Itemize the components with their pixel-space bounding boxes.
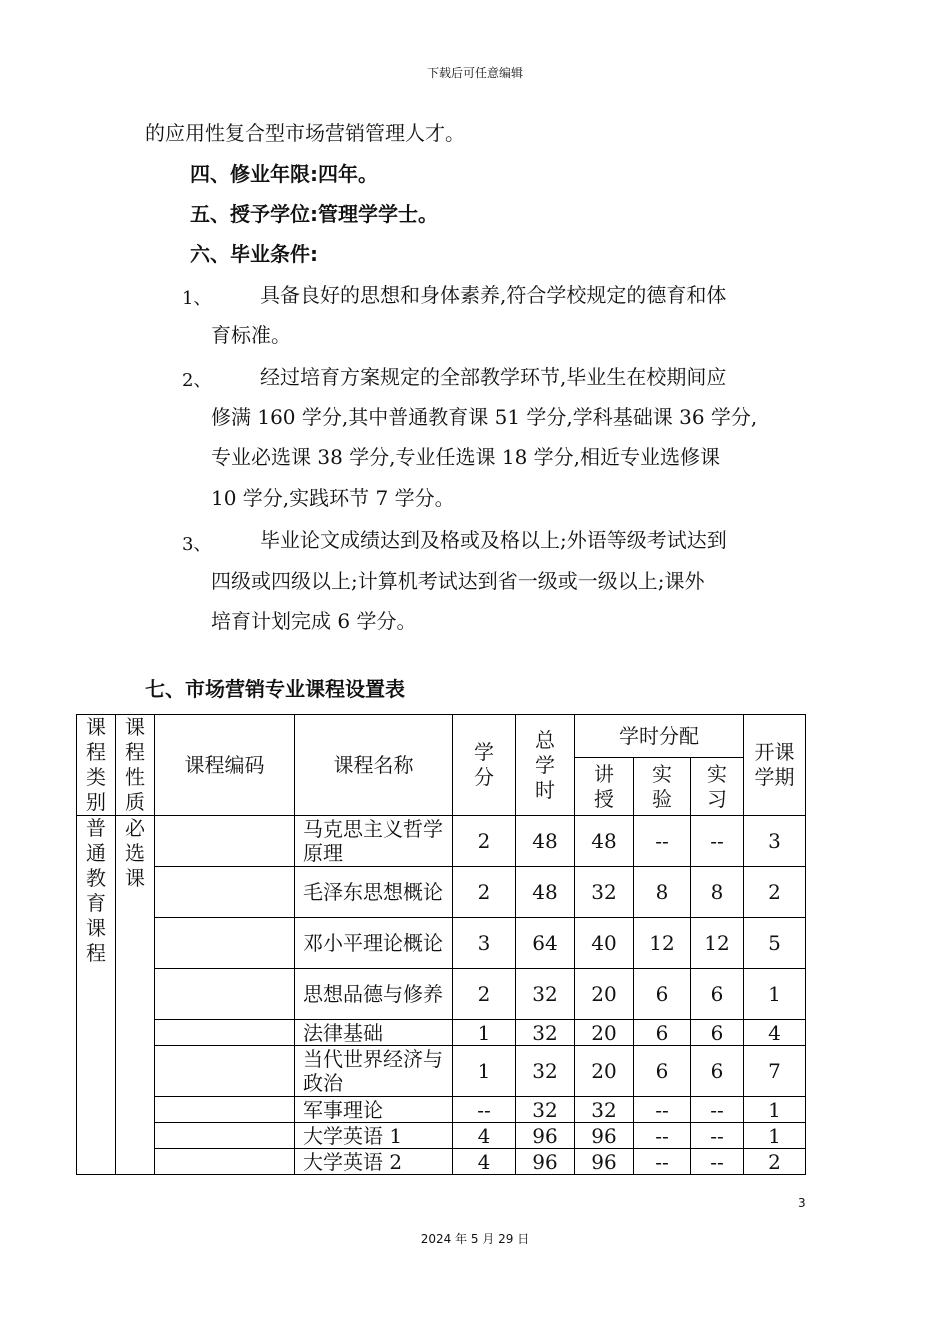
- course-name-cell: 邓小平理论概论: [295, 918, 453, 969]
- category-cell: 普通教育课程: [77, 816, 116, 1175]
- total-cell: 48: [516, 867, 575, 918]
- table-row: [77, 1123, 806, 1149]
- course-name-cell: 大学英语 1: [295, 1123, 453, 1149]
- section-6-graduation: 六、毕业条件:: [190, 242, 318, 266]
- semester-cell: 5: [744, 918, 806, 969]
- experiment-cell: --: [634, 1123, 691, 1149]
- credit-cell: 2: [453, 816, 516, 867]
- table-row: [77, 1020, 806, 1046]
- total-cell: 32: [516, 1097, 575, 1123]
- page-number: 3: [798, 1196, 806, 1210]
- table-row: [77, 1046, 806, 1097]
- credit-cell: 3: [453, 918, 516, 969]
- lecture-cell: 96: [575, 1123, 634, 1149]
- page-header: 下载后可任意编辑: [426, 66, 523, 80]
- credit-cell: 4: [453, 1149, 516, 1175]
- course-name-cell: 马克思主义哲学原理: [295, 816, 453, 867]
- practice-cell: 6: [691, 969, 744, 1020]
- condition-3-number: 3、: [182, 534, 212, 555]
- experiment-cell: --: [634, 1097, 691, 1123]
- condition-1-number: 1、: [182, 288, 212, 309]
- course-name-cell: 毛泽东思想概论: [295, 867, 453, 918]
- section-4-duration: 四、修业年限:四年。: [190, 162, 378, 186]
- table-row: [77, 1149, 806, 1175]
- semester-cell: 2: [744, 867, 806, 918]
- header-hours-split: 学时分配: [575, 715, 744, 758]
- total-cell: 64: [516, 918, 575, 969]
- practice-cell: 6: [691, 1020, 744, 1046]
- course-name-cell: 当代世界经济与政治: [295, 1046, 453, 1097]
- code-cell: [155, 918, 295, 969]
- practice-cell: --: [691, 1097, 744, 1123]
- header-nature: 课程性质: [116, 715, 155, 816]
- table-title: 七、市场营销专业课程设置表: [145, 677, 405, 701]
- header-name: 课程名称: [295, 715, 453, 816]
- semester-cell: 1: [744, 1097, 806, 1123]
- practice-cell: 6: [691, 1046, 744, 1097]
- nature-cell: 必选课: [116, 816, 155, 1175]
- lecture-cell: 40: [575, 918, 634, 969]
- semester-cell: 4: [744, 1020, 806, 1046]
- experiment-cell: 12: [634, 918, 691, 969]
- condition-2-line1: 经过培育方案规定的全部教学环节,毕业生在校期间应: [260, 365, 727, 389]
- header-experiment: 实验: [634, 758, 691, 816]
- practice-cell: --: [691, 1123, 744, 1149]
- total-cell: 32: [516, 969, 575, 1020]
- condition-1-line2: 育标准。: [211, 323, 291, 347]
- credit-cell: 1: [453, 1046, 516, 1097]
- lecture-cell: 32: [575, 1097, 634, 1123]
- experiment-cell: 6: [634, 969, 691, 1020]
- table-row: [77, 918, 806, 969]
- experiment-cell: 8: [634, 867, 691, 918]
- lecture-cell: 20: [575, 1046, 634, 1097]
- practice-cell: 12: [691, 918, 744, 969]
- semester-cell: 2: [744, 1149, 806, 1175]
- header-semester: 开课学期: [744, 715, 806, 816]
- practice-cell: --: [691, 1149, 744, 1175]
- experiment-cell: --: [634, 1149, 691, 1175]
- total-cell: 96: [516, 1149, 575, 1175]
- total-cell: 32: [516, 1046, 575, 1097]
- code-cell: [155, 816, 295, 867]
- experiment-cell: 6: [634, 1020, 691, 1046]
- section-5-degree: 五、授予学位:管理学学士。: [190, 202, 438, 226]
- condition-2-line3: 专业必选课 38 学分,专业任选课 18 学分,相近专业选修课: [211, 445, 721, 469]
- semester-cell: 7: [744, 1046, 806, 1097]
- total-cell: 48: [516, 816, 575, 867]
- condition-3-line3: 培育计划完成 6 学分。: [211, 609, 417, 633]
- condition-2-line4: 10 学分,实践环节 7 学分。: [211, 486, 455, 510]
- table-row: [77, 1097, 806, 1123]
- course-table: [76, 714, 806, 1175]
- header-credit: 学分: [453, 715, 516, 816]
- table-row: [77, 816, 806, 867]
- semester-cell: 1: [744, 969, 806, 1020]
- credit-cell: 2: [453, 969, 516, 1020]
- header-code: 课程编码: [155, 715, 295, 816]
- lecture-cell: 20: [575, 1020, 634, 1046]
- credit-cell: 2: [453, 867, 516, 918]
- condition-2-number: 2、: [182, 370, 212, 391]
- total-cell: 96: [516, 1123, 575, 1149]
- practice-cell: 8: [691, 867, 744, 918]
- code-cell: [155, 1149, 295, 1175]
- practice-cell: --: [691, 816, 744, 867]
- condition-3-line1: 毕业论文成绩达到及格或及格以上;外语等级考试达到: [260, 528, 727, 552]
- footer-date: 2024 年 5 月 29 日: [420, 1232, 530, 1246]
- table-row: [77, 969, 806, 1020]
- lecture-cell: 48: [575, 816, 634, 867]
- experiment-cell: 6: [634, 1046, 691, 1097]
- code-cell: [155, 1046, 295, 1097]
- header-practice: 实习: [691, 758, 744, 816]
- course-name-cell: 法律基础: [295, 1020, 453, 1046]
- code-cell: [155, 969, 295, 1020]
- condition-3-line2: 四级或四级以上;计算机考试达到省一级或一级以上;课外: [211, 569, 705, 593]
- course-name-cell: 大学英语 2: [295, 1149, 453, 1175]
- table-row: [77, 867, 806, 918]
- condition-2-line2: 修满 160 学分,其中普通教育课 51 学分,学科基础课 36 学分,: [211, 405, 758, 429]
- condition-1-line1: 具备良好的思想和身体素养,符合学校规定的德育和体: [260, 283, 727, 307]
- credit-cell: 1: [453, 1020, 516, 1046]
- header-total-hours: 总学时: [516, 715, 575, 816]
- semester-cell: 3: [744, 816, 806, 867]
- code-cell: [155, 1097, 295, 1123]
- total-cell: 32: [516, 1020, 575, 1046]
- semester-cell: 1: [744, 1123, 806, 1149]
- course-name-cell: 军事理论: [295, 1097, 453, 1123]
- experiment-cell: --: [634, 816, 691, 867]
- credit-cell: 4: [453, 1123, 516, 1149]
- lecture-cell: 96: [575, 1149, 634, 1175]
- code-cell: [155, 1123, 295, 1149]
- credit-cell: --: [453, 1097, 516, 1123]
- intro-line: 的应用性复合型市场营销管理人才。: [145, 121, 465, 145]
- code-cell: [155, 867, 295, 918]
- header-category: 课程类别: [77, 715, 116, 816]
- lecture-cell: 32: [575, 867, 634, 918]
- lecture-cell: 20: [575, 969, 634, 1020]
- header-lecture: 讲授: [575, 758, 634, 816]
- code-cell: [155, 1020, 295, 1046]
- course-name-cell: 思想品德与修养: [295, 969, 453, 1020]
